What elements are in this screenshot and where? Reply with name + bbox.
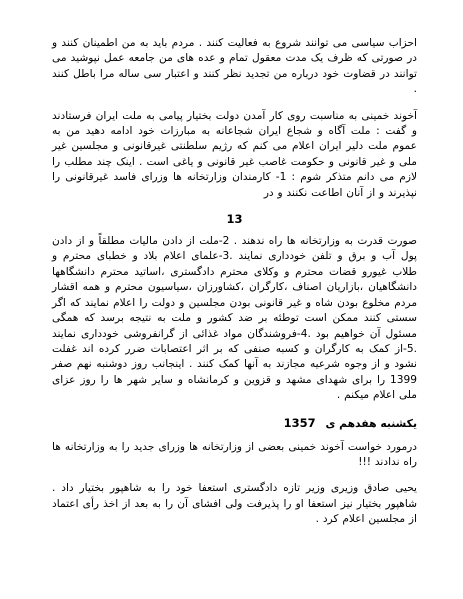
paragraph-instructions: صورت قدرت به وزارتخانه ها راه ندهند . 2-ملت از دادن مالیات مطلقاً و از دادن پول آب و برق و تلفن خودداری نمایند .3-علمای اعلام بلاد و خطبای محترم و طلاب غیورو قضات محترم و وکلای محترم دادگستری ،اساتید محترم دانشگاهها دانشگاهیان ،بازاریان اصناف ،کارگران ،کشاورزان ،سیاسیون محترم و همه اقشار مردم مخلوع بودن شاه و غیر قانونی بودن مجلسین و دولت را اعلام نمایند که اگر سستی کنند ممکن است توطئه بر ضد کشور و ملت به نتیجه برسد که همگی مسئول آن خواهیم بود .4-فروشندگان مواد غذائی از گرانفروشی خودداری نمایند .5-از کمک به کارگران و کسبه صنفی که بر اثر اعتصابات ضرر کرده اند غفلت نشود و از وجوه شرعیه مجازند به آنها کمک کنند . اینجانب روز دوشنبه نهم صفر 1399 را برای شهدای مشهد و قزوین و کرمانشاه و سایر شهر ها را روز عزای ملی اعلام میکنم . — [52, 235, 418, 402]
page-number: 13 — [226, 212, 243, 227]
date-heading-day: یکشنبه هفدهم ی — [325, 416, 417, 430]
date-heading — [52, 415, 417, 432]
paragraph-khomeini-message: آخوند خمینی به مناسبت روی کار آمدن دولت بختیار پیامی به ملت ایران فرستادند و گفت : ملت آگاه و شجاع ایران شجاعانه به مبارزات خود ادامه دهید من به عموم ملت دلیر ایران اعلام می کنم که رژیم سلطنتی غیرقانونی و مجلسین غیر ملی و غیر قانونی و حکومت غاصب غیر قانونی و یاغی است . اینک چند مطلب را لازم می دانم متذکر شوم : 1- کارمندان وزارتخانه ها وزرای فاسد غیرقانونی را نپذیرند و از آنان اطاعت نکنند و در — [52, 109, 417, 199]
paragraph-resignation: یحیی صادق وزیری وزیر تازه دادگستری استعفا خود را به شاهپور بختیار داد . شاهپور بختیار نیز استعفا او را پذیرفت ولی افشای آن را به بعد از اخذ رأی اعتماد از مجلسین اعلام کرد . — [52, 482, 417, 526]
paragraph-political-parties: احزاب سیاسی می توانند شروع به فعالیت کنند . مردم باید به من اطمینان کنند و در صورتی که ظرف یک مدت معقول تمام و عده های من جامعه عمل نپوشید می توانند در قضاوت خود درباره من تجدید نظر کنند و اعتبار سی ساله مرا باطل کنند . — [52, 37, 417, 96]
paragraph-ministries: درمورد خواست آخوند خمینی بعضی از وزارتخانه ها وزرای جدید را به وزارتخانه ها راه ندادند !!! — [52, 440, 417, 468]
date-heading-year: 1357 — [283, 415, 316, 430]
